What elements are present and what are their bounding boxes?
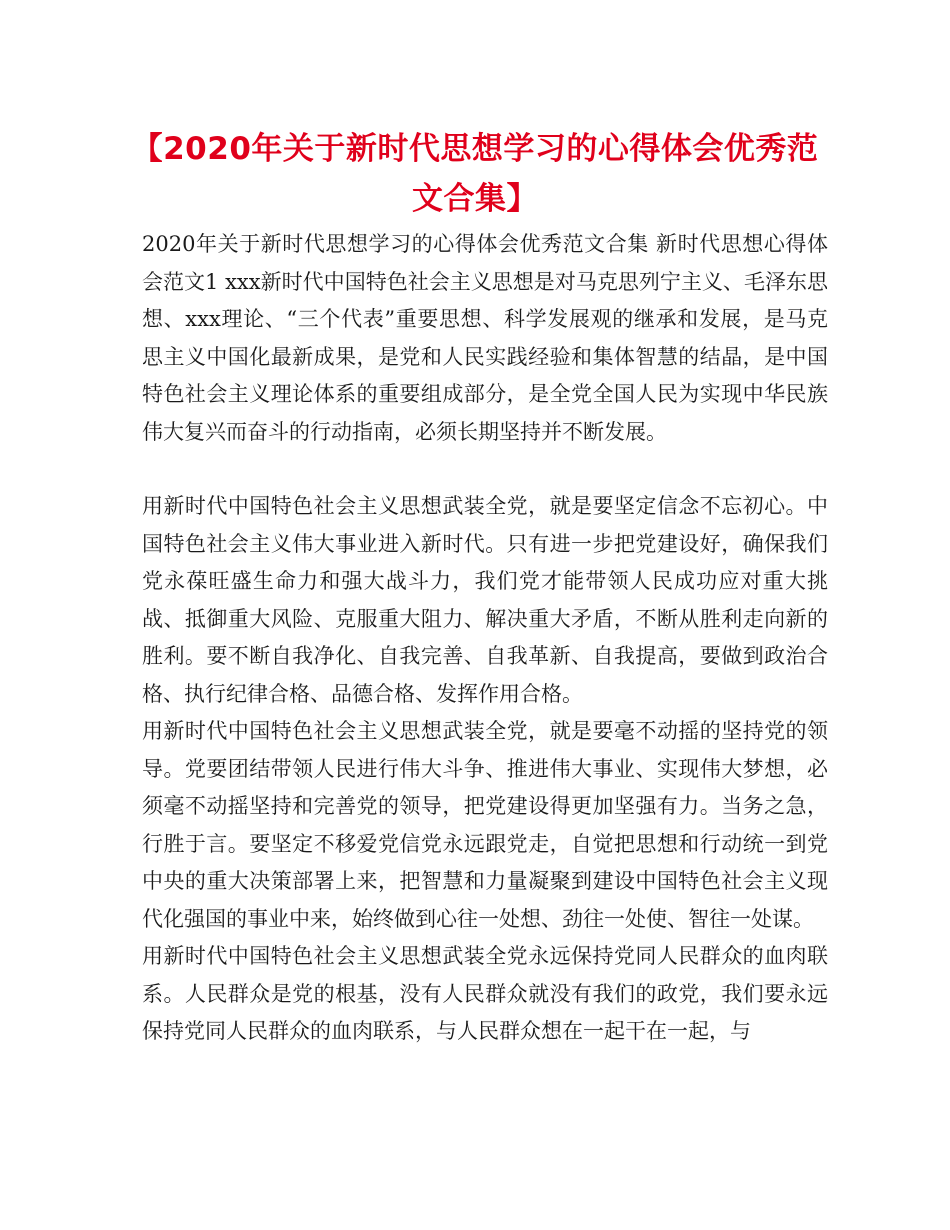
- paragraph-3: 用新时代中国特色社会主义思想武装全党，就是要毫不动摇的坚持党的领导。党要团结带领人民进行伟大斗争、推进伟大事业、实现伟大梦想，必须毫不动摇坚持和完善党的领导，把党建设得更加坚强有力。当务之急，行胜于言。要坚定不移爱党信党永远跟党走，自觉把思想和行动统一到党中央的重大决策部署上来，把智慧和力量凝聚到建设中国特色社会主义现代化强国的事业中来，始终做到心往一处想、劲往一处使、智往一处谋。: [142, 719, 828, 931]
- paragraph-4: 用新时代中国特色社会主义思想武装全党永远保持党同人民群众的血肉联系。人民群众是党的根基，没有人民群众就没有我们的政党，我们要永远保持党同人民群众的血肉联系，与人民群众想在一起干在一起，与: [142, 944, 828, 1043]
- document-title: 【2020年关于新时代思想学习的心得体会优秀范文合集】: [131, 131, 819, 217]
- paragraph-2: 用新时代中国特色社会主义思想武装全党，就是要坚定信念不忘初心。中国特色社会主义伟大事业进入新时代。只有进一步把党建设好，确保我们党永葆旺盛生命力和强大战斗力，我们党才能带领人民成功应对重大挑战、抵御重大风险、克服重大阻力、解决重大矛盾，不断从胜利走向新的胜利。要不断自我净化、自我完善、自我革新、自我提高，要做到政治合格、执行纪律合格、品德合格、发挥作用合格。: [142, 494, 828, 706]
- document-body: [142, 226, 828, 1051]
- paragraph-1: 2020年关于新时代思想学习的心得体会优秀范文合集 新时代思想心得体会范文1 xxx新时代中国特色社会主义思想是对马克思列宁主义、毛泽东思想、xxx理论、“三个代表”重要思想、科学发展观的继承和发展，是马克思主义中国化最新成果，是党和人民实践经验和集体智慧的结晶，是中国特色社会主义理论体系的重要组成部分，是全党全国人民为实现中华民族伟大复兴而奋斗的行动指南，必须长期坚持并不断发展。: [142, 232, 828, 444]
